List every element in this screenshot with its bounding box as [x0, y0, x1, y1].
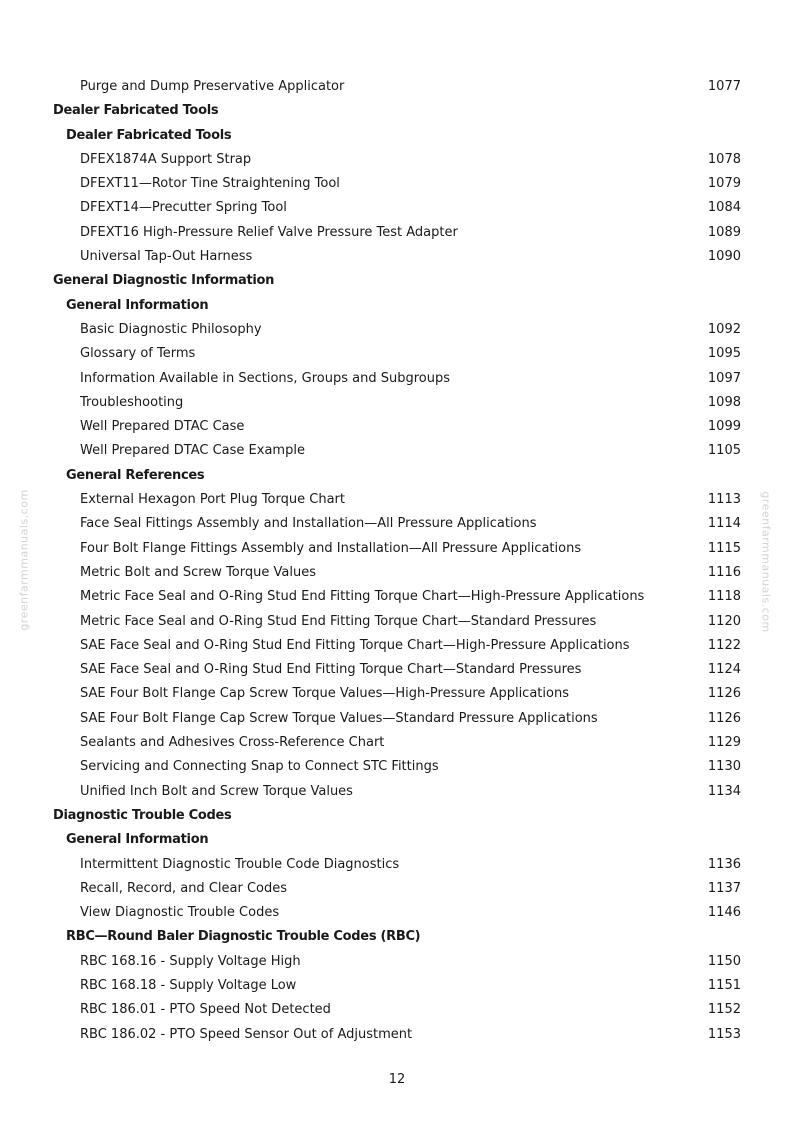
toc-entry-title: RBC 168.18 - Supply Voltage Low — [80, 977, 297, 993]
toc-entry[interactable] — [0, 755, 794, 779]
toc-entry[interactable] — [0, 439, 794, 463]
toc-entry-title: DFEXT16 High-Pressure Relief Valve Pressure Test Adapter — [80, 224, 458, 240]
toc-entry[interactable] — [0, 707, 794, 731]
toc-entry-title: General Information — [66, 297, 209, 313]
toc-entry-title: Diagnostic Trouble Codes — [53, 807, 232, 823]
toc-entry-title: RBC 168.16 - Supply Voltage High — [80, 953, 301, 969]
toc-entry[interactable] — [0, 853, 794, 877]
toc-entry-title: Dealer Fabricated Tools — [66, 127, 232, 143]
toc-entry-page: 1084 — [707, 200, 741, 216]
toc-entry-title: RBC 186.02 - PTO Speed Sensor Out of Adjustment — [80, 1026, 413, 1042]
toc-entry[interactable] — [0, 245, 794, 269]
toc-entry[interactable] — [0, 342, 794, 366]
toc-section[interactable] — [0, 804, 794, 828]
toc-entry[interactable] — [0, 148, 794, 172]
toc-section[interactable] — [0, 99, 794, 123]
toc-entry-page: 1126 — [707, 710, 741, 726]
toc-entry-page: 1153 — [707, 1026, 741, 1042]
toc-entry-title: Metric Bolt and Screw Torque Values — [80, 564, 316, 580]
toc-entry-page: 1151 — [707, 977, 741, 993]
toc-entry-title: Basic Diagnostic Philosophy — [80, 321, 262, 337]
toc-entry[interactable] — [0, 196, 794, 220]
toc-entry-title: SAE Face Seal and O-Ring Stud End Fitting Torque Chart—Standard Pressures — [80, 662, 582, 678]
toc-entry[interactable] — [0, 950, 794, 974]
toc-entry[interactable] — [0, 731, 794, 755]
toc-entry-title: Well Prepared DTAC Case Example — [80, 443, 305, 459]
toc-entry[interactable] — [0, 877, 794, 901]
toc-entry-title: Well Prepared DTAC Case — [80, 419, 245, 435]
toc-entry-title: DFEXT11—Rotor Tine Straightening Tool — [80, 176, 340, 192]
toc-entry[interactable] — [0, 634, 794, 658]
toc-entry[interactable] — [0, 1023, 794, 1047]
toc-entry-page: 1090 — [707, 249, 741, 265]
toc-entry[interactable] — [0, 415, 794, 439]
toc-entry[interactable] — [0, 901, 794, 925]
toc-entry[interactable] — [0, 172, 794, 196]
toc-entry[interactable] — [0, 585, 794, 609]
toc-entry-title: DFEXT14—Precutter Spring Tool — [80, 200, 287, 216]
toc-entry-page: 1092 — [707, 321, 741, 337]
toc-entry-page: 1130 — [707, 759, 741, 775]
toc-entry[interactable] — [0, 367, 794, 391]
toc-entry-title: Purge and Dump Preservative Applicator — [80, 79, 345, 94]
toc-entry-page: 1120 — [707, 613, 741, 629]
toc-entry-page: 1124 — [707, 662, 741, 678]
toc-entry-page: 1113 — [707, 492, 741, 508]
toc-entry[interactable] — [0, 658, 794, 682]
toc-entry[interactable] — [0, 780, 794, 804]
toc-entry-page: 1089 — [707, 224, 741, 240]
toc-entry-title: General Information — [66, 832, 209, 848]
toc-entry-title: Metric Face Seal and O-Ring Stud End Fitting Torque Chart—High-Pressure Applications — [80, 589, 645, 605]
toc-entry-page: 1099 — [707, 419, 741, 435]
toc-entry-title: Unified Inch Bolt and Screw Torque Values — [80, 783, 353, 799]
toc-entry[interactable] — [0, 221, 794, 245]
toc-entry[interactable] — [0, 318, 794, 342]
toc-entry-title: Information Available in Sections, Groups and Subgroups — [80, 370, 451, 386]
toc-entry-title: Metric Face Seal and O-Ring Stud End Fitting Torque Chart—Standard Pressures — [80, 613, 597, 629]
watermark-left: greenfarmmanuals.com — [17, 489, 31, 631]
toc-entry[interactable] — [0, 75, 794, 99]
toc-entry-page: 1129 — [707, 735, 741, 751]
toc-entry-title: General Diagnostic Information — [53, 273, 275, 289]
toc-entry-title: Glossary of Terms — [80, 346, 196, 362]
toc-entry-page: 1105 — [707, 443, 741, 459]
toc-entry-title: Face Seal Fittings Assembly and Installation—All Pressure Applications — [80, 516, 537, 532]
toc-entry-title: Servicing and Connecting Snap to Connect STC Fittings — [80, 759, 439, 775]
watermark-right: greenfarmmanuals.com — [759, 491, 773, 633]
toc-entry-page: 1097 — [707, 370, 741, 386]
toc-entry-title: Intermittent Diagnostic Trouble Code Diagnostics — [80, 856, 400, 872]
toc-entry-title: View Diagnostic Trouble Codes — [80, 905, 280, 921]
toc-entry-page: 1078 — [707, 151, 741, 167]
toc-entry-title: RBC—Round Baler Diagnostic Trouble Codes (RBC) — [66, 929, 421, 945]
toc-entry-page: 1137 — [707, 880, 741, 896]
table-of-contents — [0, 75, 794, 1047]
toc-entry-title: Four Bolt Flange Fittings Assembly and Installation—All Pressure Applications — [80, 540, 582, 556]
toc-entry-page: 1114 — [707, 516, 741, 532]
toc-entry[interactable] — [0, 998, 794, 1022]
toc-subsection[interactable] — [0, 124, 794, 148]
toc-entry-title: SAE Four Bolt Flange Cap Screw Torque Values—Standard Pressure Applications — [80, 710, 598, 726]
toc-entry-title: Recall, Record, and Clear Codes — [80, 880, 288, 896]
toc-entry-title: Sealants and Adhesives Cross-Reference Chart — [80, 735, 385, 751]
toc-entry-title: SAE Face Seal and O-Ring Stud End Fitting Torque Chart—High-Pressure Applications — [80, 637, 630, 653]
toc-entry-title: RBC 186.01 - PTO Speed Not Detected — [80, 1002, 331, 1018]
toc-entry-page: 1126 — [707, 686, 741, 702]
toc-entry[interactable] — [0, 537, 794, 561]
toc-entry-page: 1098 — [707, 394, 741, 410]
toc-entry-page: 1146 — [707, 905, 741, 921]
toc-subsection[interactable] — [0, 925, 794, 949]
toc-entry-page: 1134 — [707, 783, 741, 799]
toc-entry-page: 1116 — [707, 564, 741, 580]
toc-entry[interactable] — [0, 512, 794, 536]
toc-entry[interactable] — [0, 610, 794, 634]
toc-entry-page: 1136 — [707, 856, 741, 872]
toc-subsection[interactable] — [0, 464, 794, 488]
toc-entry-title: Troubleshooting — [80, 394, 184, 410]
toc-entry[interactable] — [0, 488, 794, 512]
toc-subsection[interactable] — [0, 294, 794, 318]
toc-entry[interactable] — [0, 391, 794, 415]
toc-entry[interactable] — [0, 561, 794, 585]
toc-entry-title: External Hexagon Port Plug Torque Chart — [80, 492, 345, 508]
toc-entry-title: DFEX1874A Support Strap — [80, 151, 252, 167]
toc-subsection[interactable] — [0, 828, 794, 852]
toc-entry-page: 1115 — [707, 540, 741, 556]
toc-entry-page: 1095 — [707, 346, 741, 362]
toc-entry-title: General References — [66, 467, 205, 483]
page-number: 12 — [388, 1072, 406, 1087]
toc-entry-page: 1079 — [707, 176, 741, 192]
toc-entry-page: 1118 — [707, 589, 741, 605]
toc-entry[interactable] — [0, 974, 794, 998]
toc-entry-page: 1152 — [707, 1002, 741, 1018]
toc-section[interactable] — [0, 269, 794, 293]
toc-entry-page: 1122 — [707, 637, 741, 653]
toc-entry-title: SAE Four Bolt Flange Cap Screw Torque Values—High-Pressure Applications — [80, 686, 569, 702]
toc-entry-title: Universal Tap-Out Harness — [80, 249, 253, 265]
toc-entry-title: Dealer Fabricated Tools — [53, 103, 219, 119]
toc-entry-page: 1077 — [707, 79, 741, 94]
toc-entry[interactable] — [0, 682, 794, 706]
toc-entry-page: 1150 — [707, 953, 741, 969]
